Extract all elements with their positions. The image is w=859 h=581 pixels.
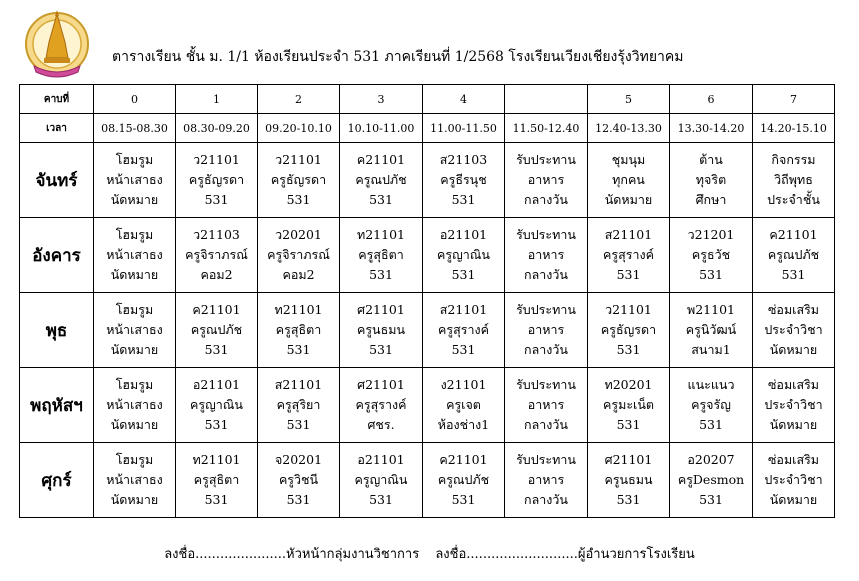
room-note: 531 bbox=[616, 417, 641, 432]
teacher-name: ครูธีรนุช bbox=[440, 172, 487, 187]
signature-footer bbox=[0, 543, 859, 564]
room-note: 531 bbox=[451, 192, 476, 207]
teacher-name: ครูญาณิน bbox=[354, 472, 408, 487]
subject-code: รับประทาน bbox=[516, 227, 576, 242]
day-name: ศุกร์ bbox=[20, 443, 94, 518]
period-time: 13.30-14.20 bbox=[670, 114, 753, 143]
subject-code: ค21101 bbox=[769, 227, 818, 242]
schedule-cell bbox=[94, 143, 176, 218]
teacher-name: ครูสุรางค์ bbox=[603, 247, 654, 262]
room-note: กลางวัน bbox=[524, 192, 568, 207]
schedule-cell bbox=[340, 368, 423, 443]
teacher-name: หน้าเสาธง bbox=[106, 472, 163, 487]
room-note: นัดหมาย bbox=[110, 417, 159, 432]
subject-code: ศ21101 bbox=[357, 377, 405, 392]
subject-code: ชุมนุม bbox=[611, 152, 646, 167]
teacher-name: ครูญาณิน bbox=[190, 397, 243, 412]
room-note: 531 bbox=[369, 192, 393, 207]
schedule-cell bbox=[423, 143, 505, 218]
schedule-cell bbox=[423, 218, 505, 293]
schedule-cell bbox=[423, 368, 505, 443]
teacher-name: ครูณปภัช bbox=[437, 472, 490, 487]
schedule-cell bbox=[753, 293, 835, 368]
room-note: 531 bbox=[616, 492, 641, 507]
room-note: 531 bbox=[616, 267, 641, 282]
subject-code: ซ่อมเสริม bbox=[767, 452, 820, 467]
subject-code: โฮมรูม bbox=[115, 377, 154, 392]
room-note: 531 bbox=[699, 267, 723, 282]
subject-code: ต้าน bbox=[699, 152, 723, 167]
subject-code: ง21101 bbox=[440, 377, 487, 392]
subject-code: รับประทาน bbox=[516, 152, 576, 167]
day-name: พฤหัสฯ bbox=[20, 368, 94, 443]
room-note: 531 bbox=[616, 342, 641, 357]
room-note: กลางวัน bbox=[524, 342, 568, 357]
subject-code: ซ่อมเสริม bbox=[767, 302, 820, 317]
teacher-name: ครูสุธิตา bbox=[275, 322, 322, 337]
period-number: 1 bbox=[176, 85, 258, 114]
schedule-cell bbox=[340, 218, 423, 293]
teacher-name: ครูนธมน bbox=[356, 322, 406, 337]
room-note: ประจำชั้น bbox=[767, 192, 820, 207]
room-note: กลางวัน bbox=[524, 267, 568, 282]
room-note: 531 bbox=[699, 417, 723, 432]
room-note: 531 bbox=[369, 492, 393, 507]
timetable bbox=[19, 84, 835, 518]
subject-code: โฮมรูม bbox=[115, 152, 154, 167]
period-number: 3 bbox=[340, 85, 423, 114]
schedule-cell bbox=[94, 293, 176, 368]
day-name: อังคาร bbox=[20, 218, 94, 293]
subject-code: ท21101 bbox=[274, 302, 323, 317]
subject-code: อ21101 bbox=[192, 377, 241, 392]
subject-code: ว21201 bbox=[687, 227, 735, 242]
subject-code: ส21101 bbox=[439, 302, 488, 317]
teacher-name: ครูวิชนี bbox=[278, 472, 319, 487]
room-note: 531 bbox=[286, 342, 311, 357]
period-number: 2 bbox=[258, 85, 340, 114]
schedule-cell bbox=[423, 443, 505, 518]
schedule-cell bbox=[588, 218, 670, 293]
schedule-cell bbox=[753, 443, 835, 518]
day-row bbox=[20, 443, 835, 518]
schedule-cell bbox=[94, 443, 176, 518]
room-note: 531 bbox=[286, 192, 311, 207]
room-note: 531 bbox=[204, 492, 229, 507]
schedule-cell bbox=[340, 443, 423, 518]
teacher-name: ครูธัญรดา bbox=[270, 172, 327, 187]
schedule-cell bbox=[670, 293, 753, 368]
teacher-name: ครูสุธิตา bbox=[193, 472, 240, 487]
teacher-name: ครูDesmon bbox=[677, 472, 745, 487]
schedule-cell bbox=[258, 443, 340, 518]
teacher-name: ครูณปภัช bbox=[355, 172, 407, 187]
teacher-name: หน้าเสาธง bbox=[106, 247, 163, 262]
subject-code: ท21101 bbox=[356, 227, 405, 242]
school-logo bbox=[24, 8, 90, 80]
room-note: นัดหมาย bbox=[769, 492, 818, 507]
period-label: คาบที่ bbox=[20, 85, 94, 114]
subject-code: ค21101 bbox=[356, 152, 406, 167]
schedule-cell bbox=[176, 368, 258, 443]
teacher-name: ครูสุธิตา bbox=[358, 247, 404, 262]
schedule-cell bbox=[258, 293, 340, 368]
subject-code: ว20201 bbox=[275, 227, 322, 242]
teacher-name: อาหาร bbox=[527, 397, 565, 412]
schedule-cell bbox=[753, 218, 835, 293]
teacher-name: หน้าเสาธง bbox=[106, 397, 163, 412]
subject-code: ศ21101 bbox=[357, 302, 405, 317]
subject-code: อ21101 bbox=[357, 452, 405, 467]
period-time: 12.40-13.30 bbox=[588, 114, 670, 143]
teacher-name: ครูจิราภรณ์ bbox=[185, 247, 248, 262]
period-number bbox=[505, 85, 588, 114]
signature-director: ลงชื่อ...........................ผู้อำนวยการโรงเรียน bbox=[435, 547, 695, 562]
teacher-name: ครูมะเน็ต bbox=[603, 397, 654, 412]
room-note: 531 bbox=[204, 192, 229, 207]
room-note: สนาม1 bbox=[691, 342, 731, 357]
schedule-cell bbox=[258, 143, 340, 218]
subject-code: ซ่อมเสริม bbox=[767, 377, 820, 392]
schedule-cell bbox=[423, 293, 505, 368]
subject-code: ค21101 bbox=[439, 452, 488, 467]
room-note: 531 bbox=[204, 417, 229, 432]
subject-code: โฮมรูม bbox=[115, 452, 154, 467]
day-name: พุธ bbox=[20, 293, 94, 368]
schedule-cell bbox=[505, 443, 588, 518]
page-title: ตารางเรียน ชั้น ม. 1/1 ห้องเรียนประจำ 531 ภาคเรียนที่ 1/2568 โรงเรียนเวียงเชียงรุ้งวิทยาคม bbox=[112, 49, 684, 65]
subject-code: พ21101 bbox=[686, 302, 735, 317]
day-row bbox=[20, 143, 835, 218]
schedule-cell bbox=[176, 293, 258, 368]
period-time: 14.20-15.10 bbox=[753, 114, 835, 143]
teacher-name: ครูนธมน bbox=[604, 472, 653, 487]
room-note: 531 bbox=[451, 342, 476, 357]
subject-code: รับประทาน bbox=[516, 452, 576, 467]
subject-code: รับประทาน bbox=[516, 302, 576, 317]
schedule-cell bbox=[588, 293, 670, 368]
day-name: จันทร์ bbox=[20, 143, 94, 218]
schedule-cell bbox=[670, 143, 753, 218]
teacher-name: ประจำวิชา bbox=[764, 322, 823, 337]
schedule-cell bbox=[340, 143, 423, 218]
schedule-cell bbox=[340, 293, 423, 368]
period-number: 6 bbox=[670, 85, 753, 114]
teacher-name: ครูณปภัช bbox=[767, 247, 820, 262]
subject-code: ศ21101 bbox=[604, 452, 653, 467]
teacher-name: ครูนิวัฒน์ bbox=[685, 322, 737, 337]
room-note: ศชร. bbox=[367, 417, 395, 432]
teacher-name: ประจำวิชา bbox=[764, 472, 823, 487]
subject-code: รับประทาน bbox=[516, 377, 576, 392]
teacher-name: ครูธัญรดา bbox=[188, 172, 245, 187]
schedule-cell bbox=[176, 218, 258, 293]
subject-code: อ20207 bbox=[687, 452, 735, 467]
room-note: นัดหมาย bbox=[769, 417, 818, 432]
schedule-cell bbox=[505, 368, 588, 443]
room-note: กลางวัน bbox=[524, 492, 568, 507]
schedule-cell bbox=[753, 143, 835, 218]
subject-code: กิจกรรม bbox=[771, 152, 816, 167]
period-time: 08.15-08.30 bbox=[94, 114, 176, 143]
subject-code: ว21101 bbox=[605, 302, 652, 317]
subject-code: ส21101 bbox=[604, 227, 653, 242]
schedule-cell bbox=[670, 368, 753, 443]
subject-code: ท20201 bbox=[604, 377, 653, 392]
room-note: นัดหมาย bbox=[110, 342, 159, 357]
teacher-name: หน้าเสาธง bbox=[106, 172, 163, 187]
teacher-name: ครูจรัญ bbox=[691, 397, 731, 412]
room-note: 531 bbox=[699, 492, 723, 507]
room-note: 531 bbox=[781, 267, 806, 282]
period-number: 0 bbox=[94, 85, 176, 114]
schedule-cell bbox=[176, 143, 258, 218]
teacher-name: ครูญาณิน bbox=[437, 247, 490, 262]
schedule-cell bbox=[588, 368, 670, 443]
schedule-cell bbox=[753, 368, 835, 443]
room-note: 531 bbox=[369, 342, 393, 357]
teacher-name: วิถีพุทธ bbox=[774, 172, 813, 187]
period-time: 11.50-12.40 bbox=[505, 114, 588, 143]
period-number: 7 bbox=[753, 85, 835, 114]
room-note: 531 bbox=[451, 492, 476, 507]
room-note: นัดหมาย bbox=[110, 267, 159, 282]
teacher-name: ครูเจต bbox=[446, 397, 481, 412]
day-row bbox=[20, 218, 835, 293]
period-row bbox=[20, 85, 835, 114]
subject-code: โฮมรูม bbox=[115, 227, 154, 242]
room-note: นัดหมาย bbox=[769, 342, 818, 357]
schedule-cell bbox=[258, 368, 340, 443]
schedule-cell bbox=[588, 143, 670, 218]
teacher-name: ทุกคน bbox=[612, 172, 645, 187]
room-note: นัดหมาย bbox=[604, 192, 653, 207]
teacher-name: อาหาร bbox=[527, 472, 565, 487]
teacher-name: ครูสุรางค์ bbox=[355, 397, 407, 412]
subject-code: ว21101 bbox=[193, 152, 240, 167]
teacher-name: ครูธวัช bbox=[691, 247, 731, 262]
room-note: 531 bbox=[451, 267, 476, 282]
teacher-name: ครูธัญรดา bbox=[600, 322, 657, 337]
room-note: กลางวัน bbox=[524, 417, 568, 432]
room-note: 531 bbox=[286, 417, 311, 432]
room-note: ศึกษา bbox=[695, 192, 727, 207]
room-note: นัดหมาย bbox=[110, 192, 159, 207]
room-note: นัดหมาย bbox=[110, 492, 159, 507]
period-time: 11.00-11.50 bbox=[423, 114, 505, 143]
subject-code: ว21103 bbox=[193, 227, 240, 242]
schedule-cell bbox=[176, 443, 258, 518]
teacher-name: หน้าเสาธง bbox=[106, 322, 163, 337]
room-note: 531 bbox=[204, 342, 229, 357]
room-note: 531 bbox=[286, 492, 311, 507]
schedule-cell bbox=[94, 368, 176, 443]
subject-code: อ21101 bbox=[439, 227, 488, 242]
schedule-cell bbox=[588, 443, 670, 518]
schedule-cell bbox=[94, 218, 176, 293]
schedule-cell bbox=[670, 443, 753, 518]
subject-code: ส21101 bbox=[274, 377, 323, 392]
subject-code: ท21101 bbox=[192, 452, 241, 467]
schedule-cell bbox=[505, 218, 588, 293]
subject-code: ส21103 bbox=[439, 152, 488, 167]
schedule-cell bbox=[505, 143, 588, 218]
signature-academic-head: ลงชื่อ......................หัวหน้ากลุ่มงานวิชาการ bbox=[164, 547, 420, 562]
room-note: คอม2 bbox=[282, 267, 315, 282]
subject-code: โฮมรูม bbox=[115, 302, 154, 317]
subject-code: ค21101 bbox=[192, 302, 241, 317]
room-note: คอม2 bbox=[200, 267, 233, 282]
schedule-cell bbox=[505, 293, 588, 368]
teacher-name: อาหาร bbox=[527, 172, 565, 187]
teacher-name: ครูจิราภรณ์ bbox=[267, 247, 330, 262]
period-time: 09.20-10.10 bbox=[258, 114, 340, 143]
teacher-name: อาหาร bbox=[527, 322, 565, 337]
period-time: 08.30-09.20 bbox=[176, 114, 258, 143]
teacher-name: อาหาร bbox=[527, 247, 565, 262]
period-time: 10.10-11.00 bbox=[340, 114, 423, 143]
day-row bbox=[20, 368, 835, 443]
period-number: 5 bbox=[588, 85, 670, 114]
teacher-name: ครูสุรางค์ bbox=[438, 322, 489, 337]
subject-code: จ20201 bbox=[274, 452, 323, 467]
subject-code: แนะแนว bbox=[687, 377, 735, 392]
teacher-name: ครูณปภัช bbox=[190, 322, 243, 337]
period-number: 4 bbox=[423, 85, 505, 114]
room-note: ห้องช่าง1 bbox=[437, 417, 490, 432]
schedule-cell bbox=[670, 218, 753, 293]
subject-code: ว21101 bbox=[275, 152, 322, 167]
schedule-cell bbox=[258, 218, 340, 293]
day-row bbox=[20, 293, 835, 368]
room-note: 531 bbox=[369, 267, 393, 282]
teacher-name: ทุจริต bbox=[695, 172, 727, 187]
time-row bbox=[20, 114, 835, 143]
teacher-name: ประจำวิชา bbox=[764, 397, 823, 412]
teacher-name: ครูสุริยา bbox=[276, 397, 321, 412]
time-label: เวลา bbox=[20, 114, 94, 143]
